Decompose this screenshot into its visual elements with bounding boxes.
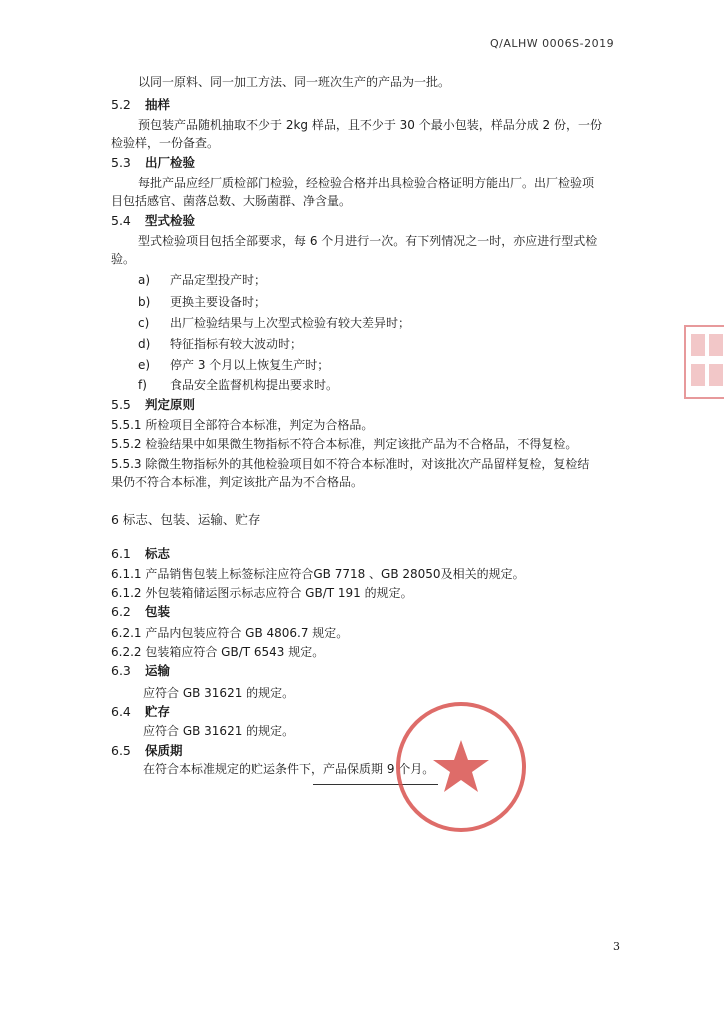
section-heading-5-4 bbox=[111, 213, 195, 229]
section-title: 运输 bbox=[145, 663, 171, 678]
section-heading-6-3 bbox=[111, 663, 170, 679]
paragraph-line: 5.5.2 检验结果中如果微生物指标不符合本标准，判定该批产品为不合格品，不得复检。 bbox=[111, 437, 578, 451]
list-marker: b) bbox=[138, 295, 151, 309]
list-text: 食品安全监督机构提出要求时。 bbox=[170, 378, 339, 392]
section-title: 标志 bbox=[145, 546, 171, 561]
seal-star-icon bbox=[433, 740, 489, 792]
section-title: 贮存 bbox=[145, 704, 171, 719]
paragraph-line: 5.5.3 除微生物指标外的其他检验项目如不符合本标准时，对该批次产品留样复检，复检结 bbox=[111, 457, 590, 471]
list-marker: f) bbox=[138, 378, 147, 392]
section-heading-6-2 bbox=[111, 604, 170, 620]
paragraph-line: 5.5.1 所检项目全部符合本标准，判定为合格品。 bbox=[111, 418, 374, 432]
side-stamp-mark bbox=[691, 364, 705, 386]
list-marker: d) bbox=[138, 337, 151, 351]
company-seal-stamp bbox=[394, 700, 528, 834]
paragraph-line: 6.1.2 外包装箱储运图示标志应符合 GB/T 191 的规定。 bbox=[111, 586, 413, 600]
section-heading-5-3 bbox=[111, 155, 195, 171]
section-number: 5.5 bbox=[111, 397, 131, 412]
section-title: 判定原则 bbox=[145, 397, 196, 412]
list-item bbox=[138, 272, 266, 288]
paragraph-line: 验。 bbox=[111, 252, 136, 266]
paragraph-line: 目包括感官、菌落总数、大肠菌群、净含量。 bbox=[111, 194, 352, 208]
section-heading-6-4 bbox=[111, 704, 170, 720]
list-item bbox=[138, 377, 338, 393]
section-number: 5.2 bbox=[111, 97, 131, 112]
paragraph-line: 以同一原料、同一加工方法、同一班次生产的产品为一批。 bbox=[138, 75, 451, 89]
paragraph-line: 6.2.2 包装箱应符合 GB/T 6543 规定。 bbox=[111, 645, 325, 659]
document-code: Q/ALHW 0006S-2019 bbox=[490, 37, 615, 50]
list-marker: a) bbox=[138, 273, 151, 287]
side-stamp-mark bbox=[691, 334, 705, 356]
paragraph-line: 检验样，一份备查。 bbox=[111, 136, 220, 150]
section-number: 5.3 bbox=[111, 155, 131, 170]
section-number: 6.5 bbox=[111, 743, 131, 758]
section-title: 包装 bbox=[145, 604, 171, 619]
list-text: 出厂检验结果与上次型式检验有较大差异时； bbox=[170, 316, 411, 330]
list-text: 产品定型投产时； bbox=[170, 273, 267, 287]
section-number: 6.3 bbox=[111, 663, 131, 678]
list-marker: e) bbox=[138, 358, 151, 372]
list-marker: c) bbox=[138, 316, 150, 330]
page-number: 3 bbox=[613, 940, 620, 953]
list-text: 停产 3 个月以上恢复生产时； bbox=[170, 358, 330, 372]
section-number: 6.4 bbox=[111, 704, 131, 719]
paragraph-line: 6.2.1 产品内包装应符合 GB 4806.7 规定。 bbox=[111, 626, 349, 640]
list-item bbox=[138, 315, 410, 331]
paragraph-line: 每批产品应经厂质检部门检验，经检验合格并出具检验合格证明方能出厂。出厂检验项 bbox=[138, 176, 595, 190]
filing-side-stamp bbox=[683, 322, 724, 402]
section-heading-5-5 bbox=[111, 397, 195, 413]
list-text: 特征指标有较大波动时； bbox=[170, 337, 303, 351]
paragraph-line: 应符合 GB 31621 的规定。 bbox=[143, 724, 295, 738]
section-title: 出厂检验 bbox=[145, 155, 196, 170]
section-number: 6.2 bbox=[111, 604, 131, 619]
paragraph-line: 预包装产品随机抽取不少于 2kg 样品，且不少于 30 个最小包装，样品分成 2 份，一份 bbox=[138, 118, 602, 132]
paragraph-line: 应符合 GB 31621 的规定。 bbox=[143, 686, 295, 700]
list-item bbox=[138, 294, 266, 310]
section-title: 保质期 bbox=[145, 743, 183, 758]
paragraph-line: 型式检验项目包括全部要求，每 6 个月进行一次。有下列情况之一时，亦应进行型式检 bbox=[138, 234, 598, 248]
paragraph-line: 6.1.1 产品销售包装上标签标注应符合GB 7718 、GB 28050及相关的规定。 bbox=[111, 567, 525, 581]
side-stamp-mark bbox=[709, 364, 723, 386]
list-text: 更换主要设备时； bbox=[170, 295, 267, 309]
list-item bbox=[138, 357, 329, 373]
section-heading-6-5 bbox=[111, 743, 183, 759]
section-title: 抽样 bbox=[145, 97, 171, 112]
chapter-heading-6: 6 标志、包装、运输、贮存 bbox=[111, 512, 261, 527]
section-heading-5-2 bbox=[111, 97, 170, 113]
side-stamp-mark bbox=[709, 334, 723, 356]
section-heading-6-1 bbox=[111, 546, 170, 562]
section-number: 6.1 bbox=[111, 546, 131, 561]
section-title: 型式检验 bbox=[145, 213, 196, 228]
paragraph-line: 在符合本标准规定的贮运条件下，产品保质期 9 个月。 bbox=[143, 762, 435, 776]
list-item bbox=[138, 336, 302, 352]
paragraph-line: 果仍不符合本标准，判定该批产品为不合格品。 bbox=[111, 475, 364, 489]
section-number: 5.4 bbox=[111, 213, 131, 228]
